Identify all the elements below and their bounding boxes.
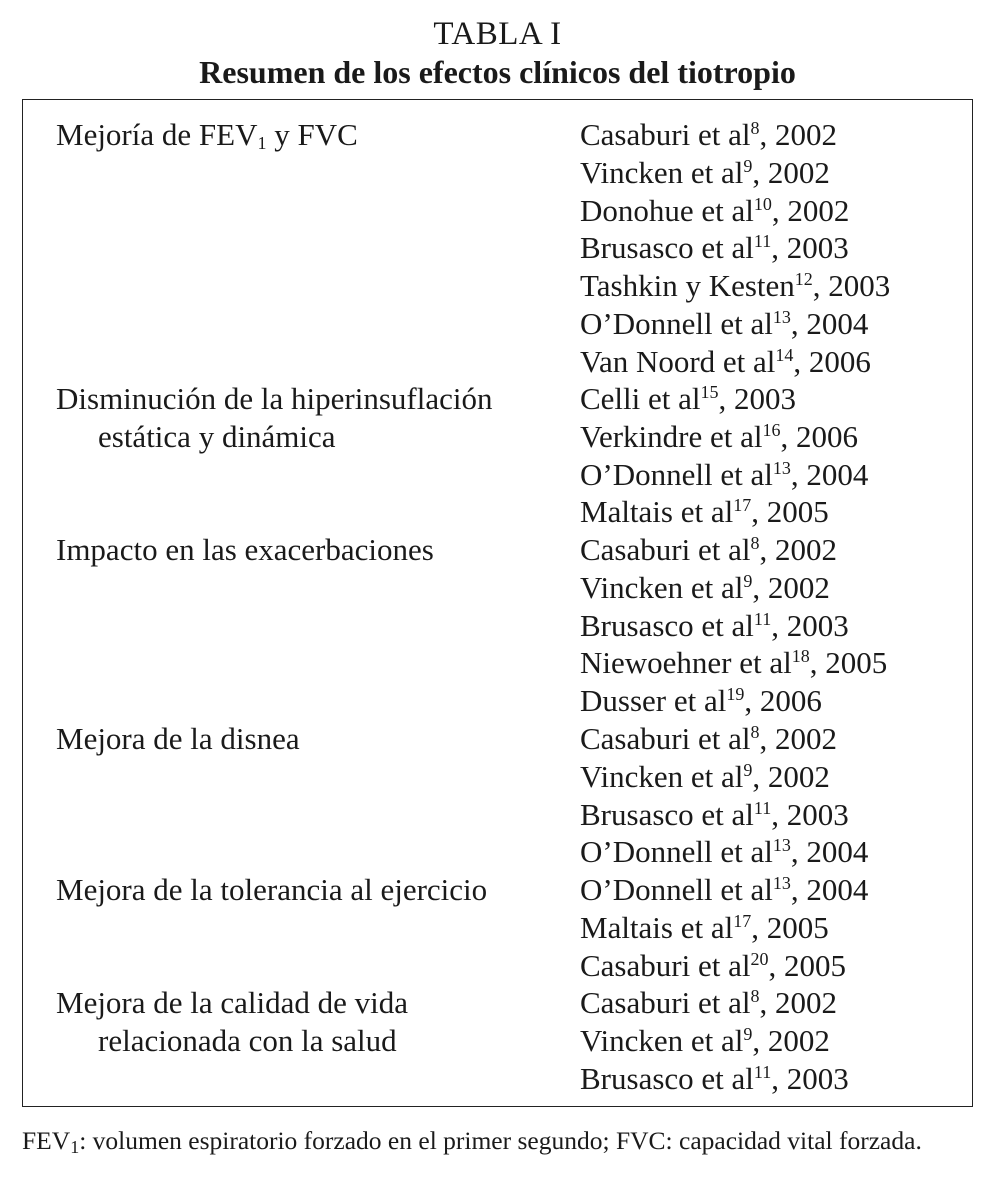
reference: Vincken et $al^9$, 2002 <box>580 1022 830 1058</box>
reference: Maltais et $al^{17}$, 2005 <box>580 494 829 530</box>
effect-disnea: Mejora de la disnea <box>56 721 300 756</box>
refs-group-tolerancia-ejercicio <box>580 871 868 984</box>
refs-group-fev1-fvc <box>580 116 890 380</box>
effect-tolerancia-ejercicio: Mejora de la tolerancia al ejercicio <box>56 872 488 907</box>
reference: Casaburi et $al^8$, 2002 <box>580 532 837 567</box>
reference: Vincken et $al^9$, 2002 <box>580 758 830 794</box>
refs-group-calidad-de-vida <box>580 984 849 1097</box>
reference: Verkindre et $al^{16}$, 2006 <box>580 418 858 454</box>
reference: Brusasco et $al^{11}$, 2003 <box>580 607 849 643</box>
reference: Brusasco et $al^{11}$, 2003 <box>580 1060 849 1096</box>
reference: Vincken et $al^9$, 2002 <box>580 569 830 605</box>
effect-calidad-de-vida: Mejora de la calidad de vida relacionada con la salud <box>56 985 409 1058</box>
reference: Casaburi et $al^{20}$, 2005 <box>580 947 846 983</box>
effect-fev1-fvc: Mejoría de $FEV_1$ y FVC <box>56 117 358 153</box>
reference: O’Donnell et $al^{13}$, 2004 <box>580 305 869 341</box>
reference: Dusser et $al^{19}$, 2006 <box>580 683 822 718</box>
reference: Casaburi et $al^8$, 2002 <box>580 721 837 756</box>
reference: Maltais et $al^{17}$, 2005 <box>580 909 829 945</box>
reference: Brusasco et $al^{11}$, 2003 <box>580 796 849 832</box>
reference: O’Donnell et $al^{13}$, 2004 <box>580 834 869 870</box>
refs-group-hiperinsuflacion <box>580 380 868 531</box>
reference: Celli et $al^{15}$, 2003 <box>580 381 797 416</box>
reference: Vincken et $al^9$, 2002 <box>580 154 830 190</box>
reference: O’Donnell et $al^{13}$, 2004 <box>580 872 869 907</box>
effect-exacerbaciones: Impacto en las exacerbaciones <box>56 532 434 567</box>
reference: Casaburi et $al^8$, 2002 <box>580 117 837 152</box>
reference: Casaburi et $al^8$, 2002 <box>580 985 837 1020</box>
reference: Brusasco et $al^{11}$, 2003 <box>580 230 849 266</box>
effect-hiperinsuflacion: Disminución de la hiperinsuflación estática y dinámica <box>56 381 493 454</box>
table-caption: Resumen de los efectos clínicos del tiotropio <box>199 54 796 90</box>
table-label: TABLA I <box>433 16 562 52</box>
refs-group-exacerbaciones <box>580 531 887 720</box>
table-footnote: $FEV_1$: volumen espiratorio forzado en el primer segundo; FVC: capacidad vital forzada. <box>22 1126 922 1157</box>
reference: O’Donnell et $al^{13}$, 2004 <box>580 456 869 492</box>
refs-group-disnea <box>580 720 868 871</box>
reference: Tashkin y Kesten$^{12}$, 2003 <box>580 268 891 303</box>
reference: Van Noord et $al^{14}$, 2006 <box>580 343 871 379</box>
reference: Donohue et $al^{10}$, 2002 <box>580 192 850 228</box>
reference: Niewoehner et $al^{18}$, 2005 <box>580 645 888 681</box>
